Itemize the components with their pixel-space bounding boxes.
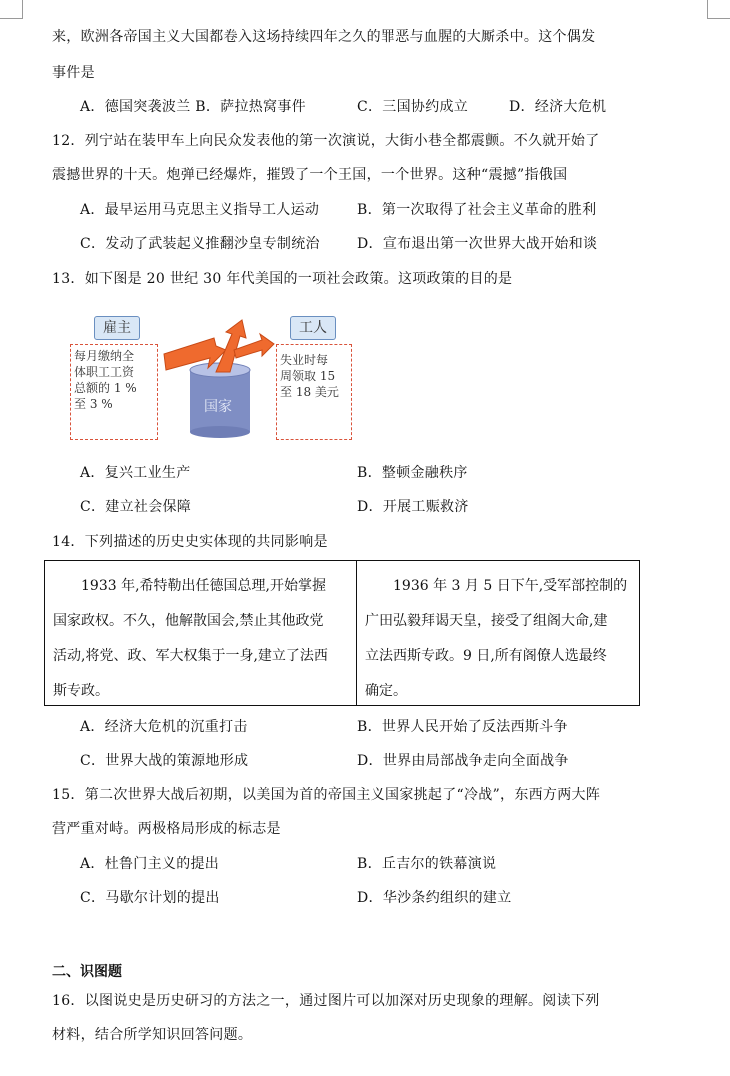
cell-line: 斯专政。 bbox=[53, 683, 109, 699]
q12-option-d: D．宣布退出第一次世界大战开始和谈 bbox=[357, 236, 598, 252]
state-cylinder-bottom bbox=[190, 426, 250, 438]
q15-option-b: B．丘吉尔的铁幕演说 bbox=[357, 856, 497, 872]
worker-label: 工人 bbox=[290, 316, 336, 340]
employer-label: 雇主 bbox=[94, 316, 140, 340]
q11-option-d: D．经济大危机 bbox=[509, 99, 607, 115]
q15-stem-line1: 15．第二次世界大战后初期，以美国为首的帝国主义国家挑起了“冷战”，东西方两大阵 bbox=[52, 787, 601, 803]
q12-stem-line1: 12．列宁站在装甲车上向民众发表他的第一次演说，大街小巷全都震颤。不久就开始了 bbox=[52, 133, 600, 149]
q11-option-ab: A．德国突袭波兰 B．萨拉热窝事件 bbox=[80, 99, 306, 115]
q14-option-d: D．世界由局部战争走向全面战争 bbox=[357, 753, 569, 769]
q16-stem-line1: 16．以图说史是历史研习的方法之一，通过图片可以加深对历史现象的理解。阅读下列 bbox=[52, 993, 600, 1009]
q12-option-a: A．最早运用马克思主义指导工人运动 bbox=[80, 202, 320, 218]
q15-stem-line2: 营严重对峙。两极格局形成的标志是 bbox=[52, 821, 281, 837]
crop-mark-top-left bbox=[0, 0, 23, 19]
cell-line: 国家政权。不久，他解散国会,禁止其他政党 bbox=[53, 613, 324, 629]
q13-option-a: A．复兴工业生产 bbox=[80, 465, 191, 481]
q13-stem: 13．如下图是 20 世纪 30 年代美国的一项社会政策。这项政策的目的是 bbox=[52, 271, 513, 287]
section-title: 二、识图题 bbox=[52, 964, 122, 980]
state-label: 国家 bbox=[204, 399, 232, 415]
q11-option-c: C．三国协约成立 bbox=[357, 99, 469, 115]
q12-stem-line2: 震撼世界的十天。炮弹已经爆炸，摧毁了一个王国，一个世界。这种“震撼”指俄国 bbox=[52, 167, 568, 183]
payout-arrow-icon bbox=[216, 320, 246, 372]
cell-line: 立法西斯专政。9 日,所有阁僚人选最终 bbox=[365, 648, 607, 664]
q15-option-a: A．杜鲁门主义的提出 bbox=[80, 856, 220, 872]
q13-option-d: D．开展工赈救济 bbox=[357, 499, 469, 515]
cell-line: 活动,将党、政、军大权集于一身,建立了法西 bbox=[53, 648, 328, 664]
q15-option-c: C．马歇尔计划的提出 bbox=[80, 890, 220, 906]
table-cell-germany bbox=[45, 561, 357, 705]
q16-stem-line2: 材料，结合所学知识回答问题。 bbox=[52, 1027, 253, 1043]
worker-text: 失业时每 周领取 15 至 18 美元 bbox=[280, 353, 339, 399]
social-security-figure bbox=[66, 310, 356, 440]
q14-option-c: C．世界大战的策源地形成 bbox=[80, 753, 249, 769]
q12-option-b: B．第一次取得了社会主义革命的胜利 bbox=[357, 202, 597, 218]
q13-option-c: C．建立社会保障 bbox=[80, 499, 192, 515]
q13-option-b: B．整顿金融秩序 bbox=[357, 465, 468, 481]
q14-option-b: B．世界人民开始了反法西斯斗争 bbox=[357, 719, 568, 735]
q14-stem: 14．下列描述的历史史实体现的共同影响是 bbox=[52, 534, 328, 550]
q11-stem-line2: 事件是 bbox=[52, 65, 95, 81]
employer-text: 每月缴纳全 体职工工资 总额的 1 % 至 3 % bbox=[74, 349, 137, 411]
cell-line: 1933 年,希特勒出任德国总理,开始掌握 bbox=[81, 578, 326, 594]
cell-line: 1936 年 3 月 5 日下午,受军部控制的 bbox=[393, 578, 628, 594]
q11-stem-line1: 来，欧洲各帝国主义大国都卷入这场持续四年之久的罪恶与血腥的大厮杀中。这个偶发 bbox=[52, 29, 596, 45]
q12-option-c: C．发动了武装起义推翻沙皇专制统治 bbox=[80, 236, 320, 252]
crop-mark-top-right bbox=[707, 0, 730, 19]
q14-material-table bbox=[44, 560, 640, 706]
q15-option-d: D．华沙条约组织的建立 bbox=[357, 890, 512, 906]
q14-option-a: A．经济大危机的沉重打击 bbox=[80, 719, 248, 735]
cell-line: 广田弘毅拜谒天皇，接受了组阁大命,建 bbox=[365, 613, 608, 629]
table-cell-japan bbox=[357, 561, 639, 705]
cell-line: 确定。 bbox=[365, 683, 407, 699]
